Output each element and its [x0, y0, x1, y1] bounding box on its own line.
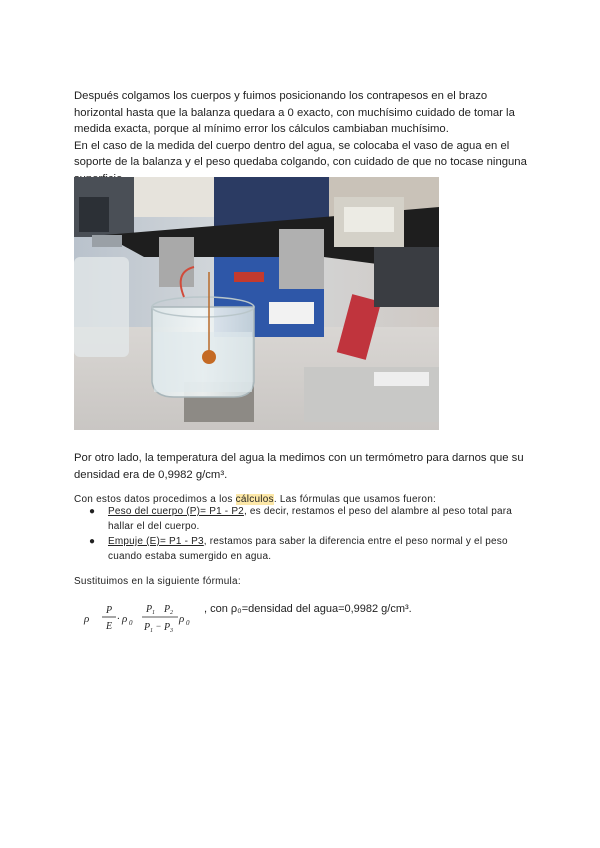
- paragraph-2: En el caso de la medida del cuerpo dentro del agua, se colocaba el vaso de agua en el soporte de la balanza y el peso quedaba colgando, con cuidado de que no tocase ninguna: [74, 139, 527, 168]
- list-item: [74, 505, 524, 534]
- formula-dot: ·: [117, 614, 120, 625]
- formula-rho0: ρ: [122, 613, 128, 625]
- formula-list: [74, 505, 524, 565]
- formula-frac1-num: P: [106, 605, 113, 616]
- formula-rho0-2-sub: 0: [186, 619, 190, 627]
- balance-photo: [74, 177, 439, 430]
- formula-num-p-sub: 1: [152, 610, 155, 616]
- formula-rho0-sub: 0: [129, 619, 133, 627]
- intro-text-after: . Las fórmulas que usamos fueron:: [273, 494, 437, 505]
- formula-den-p3-sub: 3: [170, 628, 173, 634]
- formula-minus: −: [156, 621, 162, 631]
- formula-den-p3: P: [164, 622, 171, 633]
- list-item: [74, 535, 524, 564]
- formula-note: , con ρ₀=densidad del agua=0,9982 g/cm³.: [204, 603, 412, 615]
- formula-term: Empuje (E)= P1 - P3: [108, 536, 204, 547]
- intro-text-before: Con estos datos procedimos a los: [74, 494, 236, 505]
- formula-rho0-2: ρ: [179, 613, 185, 625]
- bullet-icon: ●: [89, 536, 96, 547]
- paragraph-3: Por otro lado, la temperatura del agua la medimos con un termómetro para darnos que su densidad era de 0,9982 g/cm³.: [74, 452, 524, 481]
- formula-num-p2: P: [164, 604, 171, 615]
- formula-term: Peso del cuerpo (P)= P1 - P2: [108, 506, 244, 517]
- formula-description: , es decir, restamos el peso del alambre al peso total para hallar el del cuerpo.: [108, 506, 513, 532]
- density-formula: [82, 598, 212, 638]
- formula-frac1-den: E: [106, 621, 113, 632]
- bullet-icon: ●: [89, 506, 96, 517]
- highlighted-word: cálculos: [235, 494, 274, 505]
- formula-den-p-sub: 1: [150, 628, 153, 634]
- formula-den-p: P: [144, 622, 151, 633]
- paragraph-1: Después colgamos los cuerpos y fuimos posicionando los contrapesos en el brazo horizontal hasta que la balanza quedara a 0 exacto, con muchísimo cuidado de tomar la medida exacta, porque al mínimo error los cálculos cambiaban muchísimo.: [74, 90, 515, 135]
- formula-description: , restamos para saber la diferencia entre el peso normal y el peso cuando estaba sumergido en agua.: [108, 536, 508, 562]
- formula-num-p2-sub: 2: [170, 610, 173, 616]
- substitution-label: Sustituimos en la siguiente fórmula:: [74, 576, 241, 587]
- formula-rho: ρ: [84, 613, 90, 625]
- formula-num-p: P: [146, 604, 153, 615]
